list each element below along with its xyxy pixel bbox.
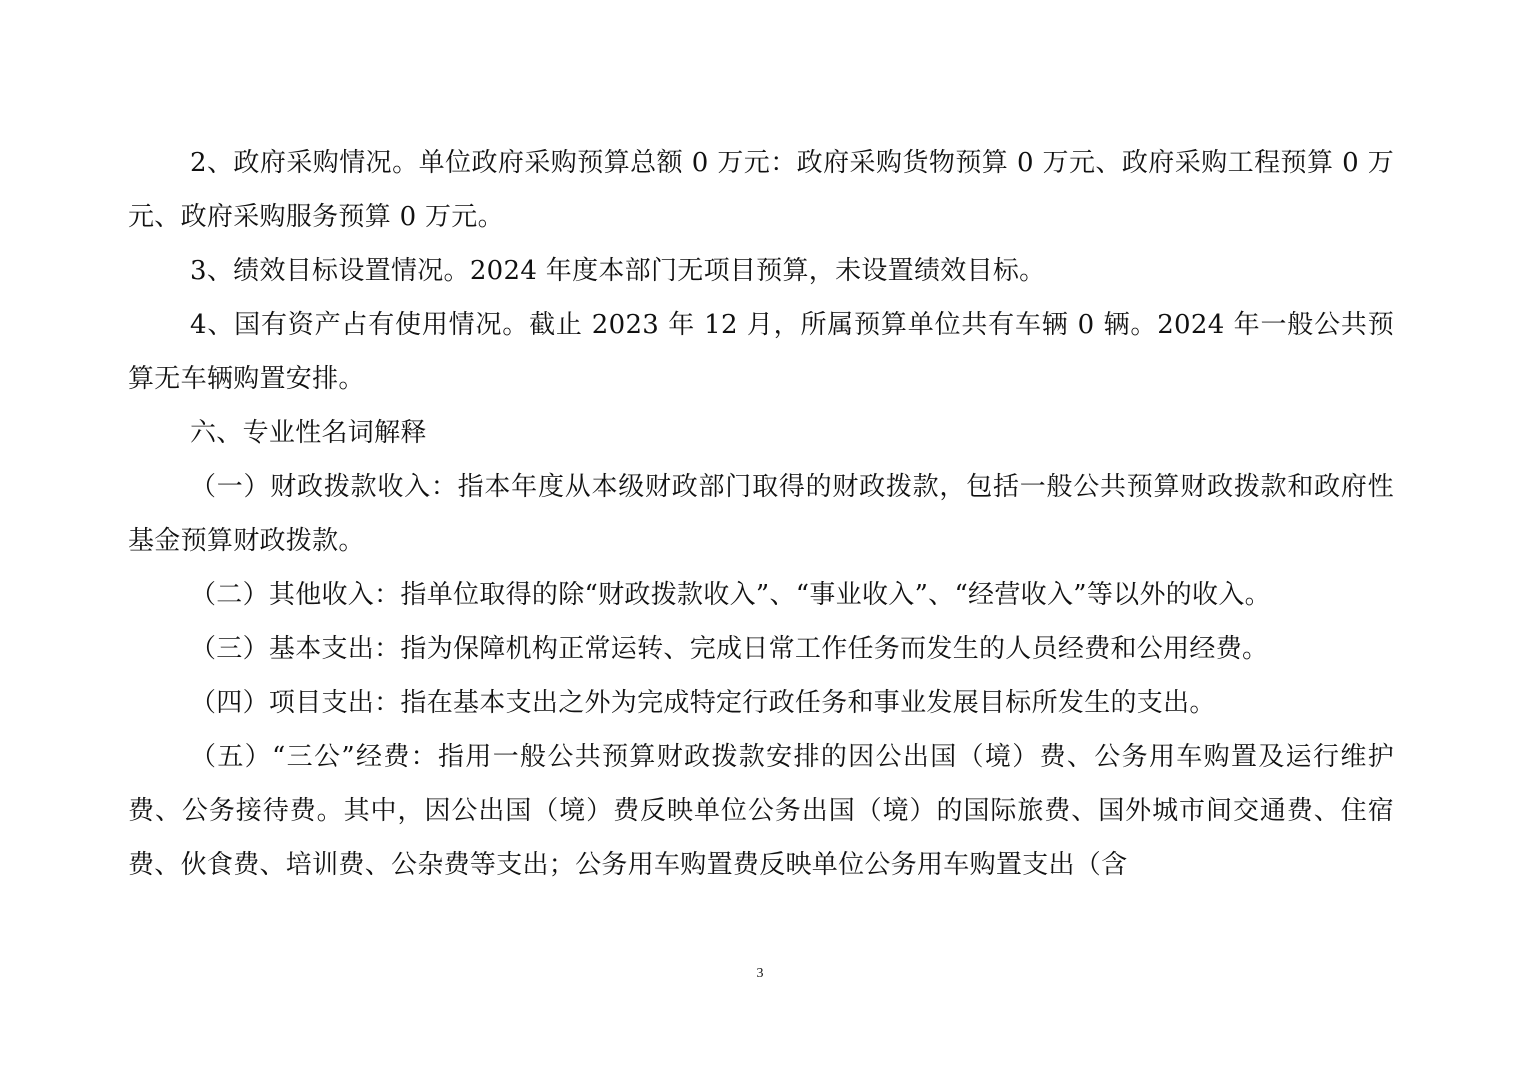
paragraph-procurement: 2、政府采购情况。单位政府采购预算总额 0 万元：政府采购货物预算 0 万元、政府采购工程预算 0 万元、政府采购服务预算 0 万元。 xyxy=(128,148,1394,232)
paragraph-term-project-expenditure: （四）项目支出：指在基本支出之外为完成特定行政任务和事业发展目标所发生的支出。 xyxy=(190,688,1216,718)
section-heading-terms: 六、专业性名词解释 xyxy=(190,418,427,448)
paragraph-performance-goals: 3、绩效目标设置情况。2024 年度本部门无项目预算，未设置绩效目标。 xyxy=(190,256,1046,286)
paragraph-term-basic-expenditure: （三）基本支出：指为保障机构正常运转、完成日常工作任务而发生的人员经费和公用经费。 xyxy=(190,634,1269,664)
body-text xyxy=(128,136,1394,892)
page-number: 3 xyxy=(756,966,764,981)
paragraph-term-other-income: （二）其他收入：指单位取得的除“财政拨款收入”、“事业收入”、“经营收入”等以外的收入。 xyxy=(190,580,1271,610)
paragraph-state-assets: 4、国有资产占有使用情况。截止 2023 年 12 月，所属预算单位共有车辆 0 辆。2024 年一般公共预算无车辆购置安排。 xyxy=(128,310,1394,394)
paragraph-term-fiscal-appropriation: （一）财政拨款收入：指本年度从本级财政部门取得的财政拨款，包括一般公共预算财政拨款和政府性基金预算财政拨款。 xyxy=(128,472,1394,556)
paragraph-term-three-public-expenses: （五）“三公”经费：指用一般公共预算财政拨款安排的因公出国（境）费、公务用车购置及运行维护费、公务接待费。其中，因公出国（境）费反映单位公务出国（境）的国际旅费、国外城市间交通费、住宿费、伙食费、培训费、公杂费等支出；公务用车购置费反映单位公务用车购置支出（含 xyxy=(128,742,1394,880)
